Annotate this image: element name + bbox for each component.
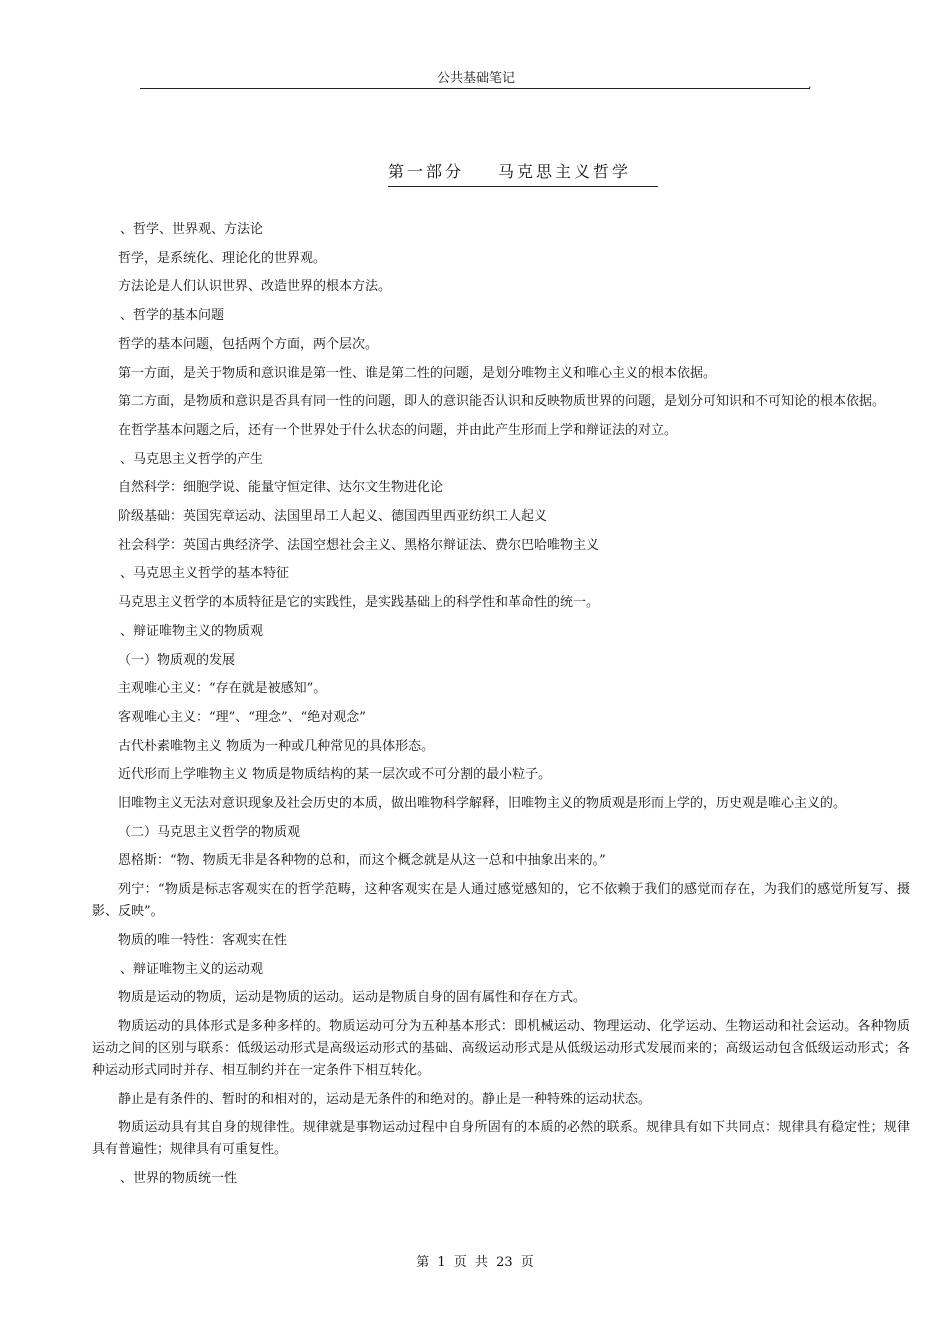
paragraph: 恩格斯：“物、物质无非是各种物的总和，而这个概念就是从这一总和中抽象出来的。” — [118, 853, 606, 869]
paragraph: 列宁：“物质是标志客观实在的哲学范畴，这种客观实在是人通过感觉感知的，它不依赖于我们的感觉而存在，为我们的感觉所复写、摄影、反映”。 — [92, 882, 910, 920]
paragraph: 物质的唯一特性：客观实在性 — [118, 932, 288, 948]
paragraph: （一）物质观的发展 — [118, 652, 236, 668]
header-rule — [140, 88, 810, 89]
paragraph: 物质运动具有其自身的规律性。规律就是事物运动过程中自身所固有的本质的必然的联系。规律具有如下共同点：规律具有稳定性；规律具有普遍性；规律具有可重复性。 — [92, 1120, 910, 1158]
section-heading: 、世界的物质统一性 — [120, 1171, 238, 1187]
section-heading: 、辩证唯物主义的运动观 — [120, 961, 264, 977]
paragraph: 阶级基础：英国宪章运动、法国里昂工人起义、德国西里西亚纺织工人起义 — [118, 509, 548, 525]
paragraph: 静止是有条件的、暂时的和相对的，运动是无条件的和绝对的。静止是一种特殊的运动状态。 — [118, 1091, 652, 1107]
page-header — [140, 70, 812, 88]
paragraph: 社会科学：英国古典经济学、法国空想社会主义、黑格尔辩证法、费尔巴哈唯物主义 — [118, 537, 600, 553]
document-body — [92, 216, 910, 1194]
paragraph: 方法论是人们认识世界、改造世界的根本方法。 — [118, 279, 392, 295]
paragraph: 主观唯心主义：“存在就是被感知”。 — [118, 681, 327, 697]
paragraph: 近代形而上学唯物主义 物质是物质结构的某一层次或不可分割的最小粒子。 — [118, 767, 552, 783]
chapter-title — [388, 160, 658, 187]
paragraph: 自然科学：细胞学说、能量守恒定律、达尔文生物进化论 — [118, 480, 444, 496]
section-heading: 、马克思主义哲学的基本特征 — [120, 566, 290, 582]
paragraph: （二）马克思主义哲学的物质观 — [118, 824, 301, 840]
paragraph: 哲学，是系统化、理论化的世界观。 — [118, 250, 327, 266]
paragraph: 旧唯物主义无法对意识现象及社会历史的本质，做出唯物科学解释，旧唯物主义的物质观是形而上学的，历史观是唯心主义的。 — [118, 796, 847, 812]
header-title: 公共基础笔记 — [436, 71, 515, 86]
chapter-number: 第一部分 — [388, 162, 465, 181]
section-heading: 、马克思主义哲学的产生 — [120, 451, 264, 467]
chapter-name: 马克思主义哲学 — [498, 162, 632, 181]
section-heading: 、辩证唯物主义的物质观 — [120, 623, 264, 639]
footer-page-number: 1 — [437, 1255, 446, 1270]
paragraph: 客观唯心主义：“理”、“理念”、“绝对观念” — [118, 709, 366, 725]
header-mark: . — [808, 78, 812, 91]
page-footer — [0, 1251, 950, 1270]
paragraph: 在哲学基本问题之后，还有一个世界处于什么状态的问题，并由此产生形而上学和辩证法的对立。 — [118, 422, 678, 438]
paragraph: 哲学的基本问题，包括两个方面，两个层次。 — [118, 336, 379, 352]
footer-total-pages: 23 — [496, 1255, 513, 1270]
paragraph: 物质运动的具体形式是多种多样的。物质运动可分为五种基本形式：即机械运动、物理运动、化学运动、生物运动和社会运动。各种物质运动之间的区别与联系：低级运动形式是高级运动形式的基础、高级运动形式是从低级运动形式发展而来的；高级运动包含低级运动形式；各种运动形式同时并存、相互制约并在一定条件下相互转化。 — [92, 1018, 910, 1078]
paragraph: 物质是运动的物质，运动是物质的运动。运动是物质自身的固有属性和存在方式。 — [118, 990, 587, 1006]
footer-suffix: 页 — [520, 1255, 534, 1270]
paragraph: 第二方面，是物质和意识是否具有同一性的问题，即人的意识能否认识和反映物质世界的问题，是划分可知识和不可知论的根本依据。 — [118, 394, 886, 410]
paragraph: 第一方面，是关于物质和意识谁是第一性、谁是第二性的问题，是划分唯物主义和唯心主义的根本依据。 — [118, 365, 717, 381]
paragraph: 马克思主义哲学的本质特征是它的实践性，是实践基础上的科学性和革命性的统一。 — [118, 595, 600, 611]
paragraph: 古代朴素唯物主义 物质为一种或几种常见的具体形态。 — [118, 738, 435, 754]
footer-middle: 页 共 — [453, 1255, 488, 1270]
section-heading: 、哲学的基本问题 — [120, 308, 225, 324]
footer-prefix: 第 — [416, 1255, 430, 1270]
section-heading: 、哲学、世界观、方法论 — [120, 222, 264, 237]
